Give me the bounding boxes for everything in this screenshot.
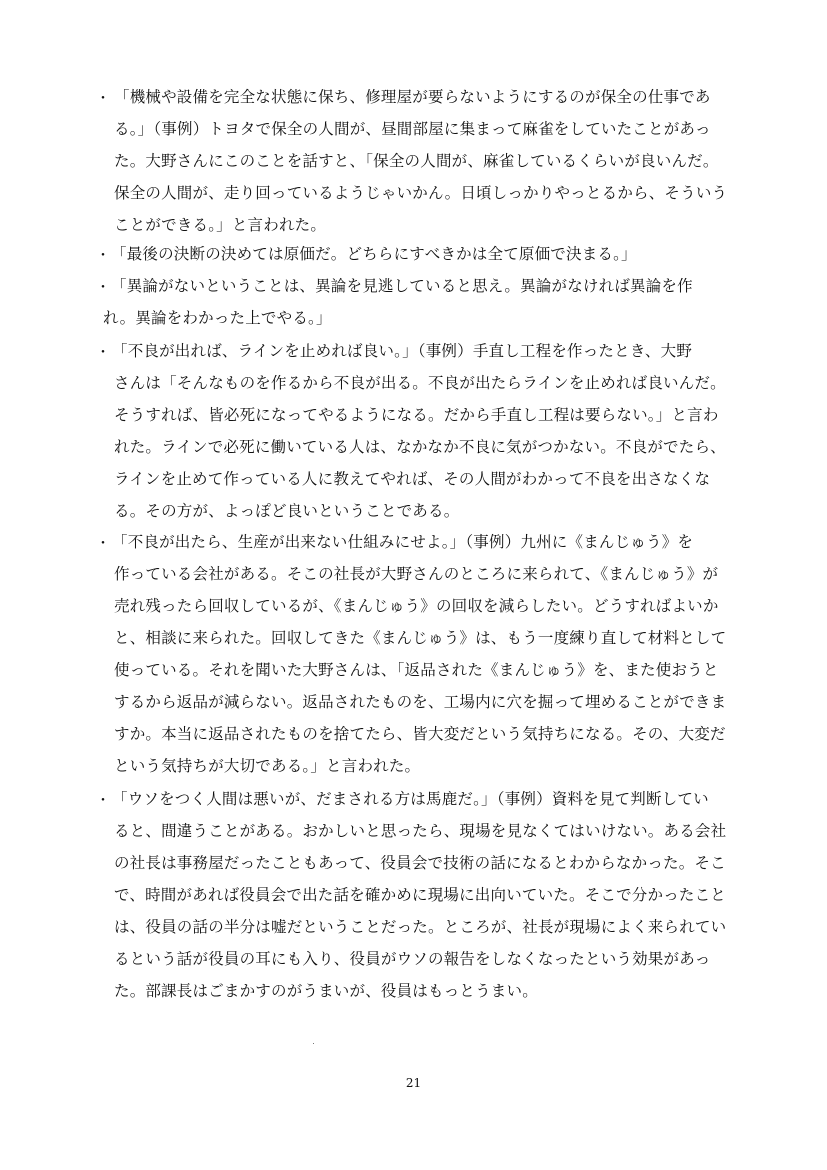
text-line: 保全の人間が、走り回っているようじゃいかん。日頃しっかりやっとるから、そういう xyxy=(114,184,728,202)
text-line: ラインを止めて作っている人に教えてやれば、その人間がわかって不良を出さなくな xyxy=(114,470,711,488)
text-line: れた。ラインで必死に働いている人は、なかなか不良に気がつかない。不良がでたら、 xyxy=(114,438,726,456)
text-line: 売れ残ったら回収しているが、《まんじゅう》の回収を減らしたい。どうすればよいか xyxy=(114,597,719,615)
text-line: という気持ちが大切である。」と言われた。 xyxy=(114,757,421,775)
text-line: る。」（事例）トヨタで保全の人間が、昼間部屋に集まって麻雀をしていたことがあっ xyxy=(114,120,711,138)
text-line: 「ウソをつく人間は悪いが、だまされる方は馬鹿だ。」（事例）資料を見て判断してい xyxy=(112,790,709,808)
text-line: すか。本当に返品されたものを捨てたら、皆大変だという気持ちになる。その、大変だ xyxy=(114,725,726,743)
text-line: るという話が役員の耳にも入り、役員がウソの報告をしなくなったという効果があっ xyxy=(114,950,711,968)
text-line: ことができる。」と言われた。 xyxy=(114,216,327,234)
text-line: れ。異論をわかった上でやる。」 xyxy=(103,309,332,327)
text-line: は、役員の話の半分は嘘だということだった。ところが、社長が現場によく来られてい xyxy=(114,918,727,936)
bullet-mark: ・ xyxy=(96,536,110,552)
text-line: 使っている。それを聞いた大野さんは、「返品された《まんじゅう》を、また使おうと xyxy=(114,661,719,679)
text-line: 「異論がないということは、異論を見逃していると思え。異論がなければ異論を作 xyxy=(111,277,693,295)
text-line: る。その方が、よっぽど良いということである。 xyxy=(114,502,460,520)
text-line: 「不良が出れば、ラインを止めれば良い。」（事例）手直し工程を作ったとき、大野 xyxy=(112,342,693,360)
bullet-mark: ・ xyxy=(96,91,110,107)
bullet-mark: ・ xyxy=(96,248,110,264)
text-line: 「機械や設備を完全な状態に保ち、修理屋が要らないようにするのが保全の仕事であ xyxy=(114,88,711,106)
text-line: た。大野さんにこのことを話すと、「保全の人間が、麻雀しているくらいが良いんだ。 xyxy=(114,152,719,170)
text-line: そうすれば、皆必死になってやるようになる。だから手直し工程は要らない。」と言わ xyxy=(114,406,719,424)
text-line: 作っている会社がある。そこの社長が大野さんのところに来られて、《まんじゅう》が xyxy=(114,565,719,583)
bullet-mark: ・ xyxy=(96,280,110,296)
text-line: するから返品が減らない。返品されたものを、工場内に穴を掘って埋めることができま xyxy=(114,693,727,711)
text-line: さんは「そんなものを作るから不良が出る。不良が出たらラインを止めれば良いんだ。 xyxy=(114,374,726,392)
text-line: と、相談に来られた。回収してきた《まんじゅう》は、もう一度練り直して材料として xyxy=(114,629,727,647)
bullet-mark: ・ xyxy=(96,793,110,809)
text-line: ると、間違うことがある。おかしいと思ったら、現場を見なくてはいけない。ある会社 xyxy=(114,822,727,840)
text-line: 「不良が出たら、生産が出来ない仕組みにせよ。」（事例）九州に《まんじゅう》を xyxy=(112,533,694,551)
text-line: た。部課長はごまかすのがうまいが、役員はもっとうまい。 xyxy=(114,982,538,1000)
text-line: の社長は事務屋だったこともあって、役員会で技術の話になるとわからなかった。そこ xyxy=(114,854,726,872)
bullet-mark: ・ xyxy=(96,345,110,361)
text-line: で、時間があれば役員会で出た話を確かめに現場に出向いていた。そこで分かったこと xyxy=(114,886,726,904)
scan-speck xyxy=(313,1043,314,1044)
page-number: 21 xyxy=(405,1076,422,1090)
text-line: 「最後の決断の決めては原価だ。どちらにすべきかは全て原価で決まる。」 xyxy=(111,245,637,263)
